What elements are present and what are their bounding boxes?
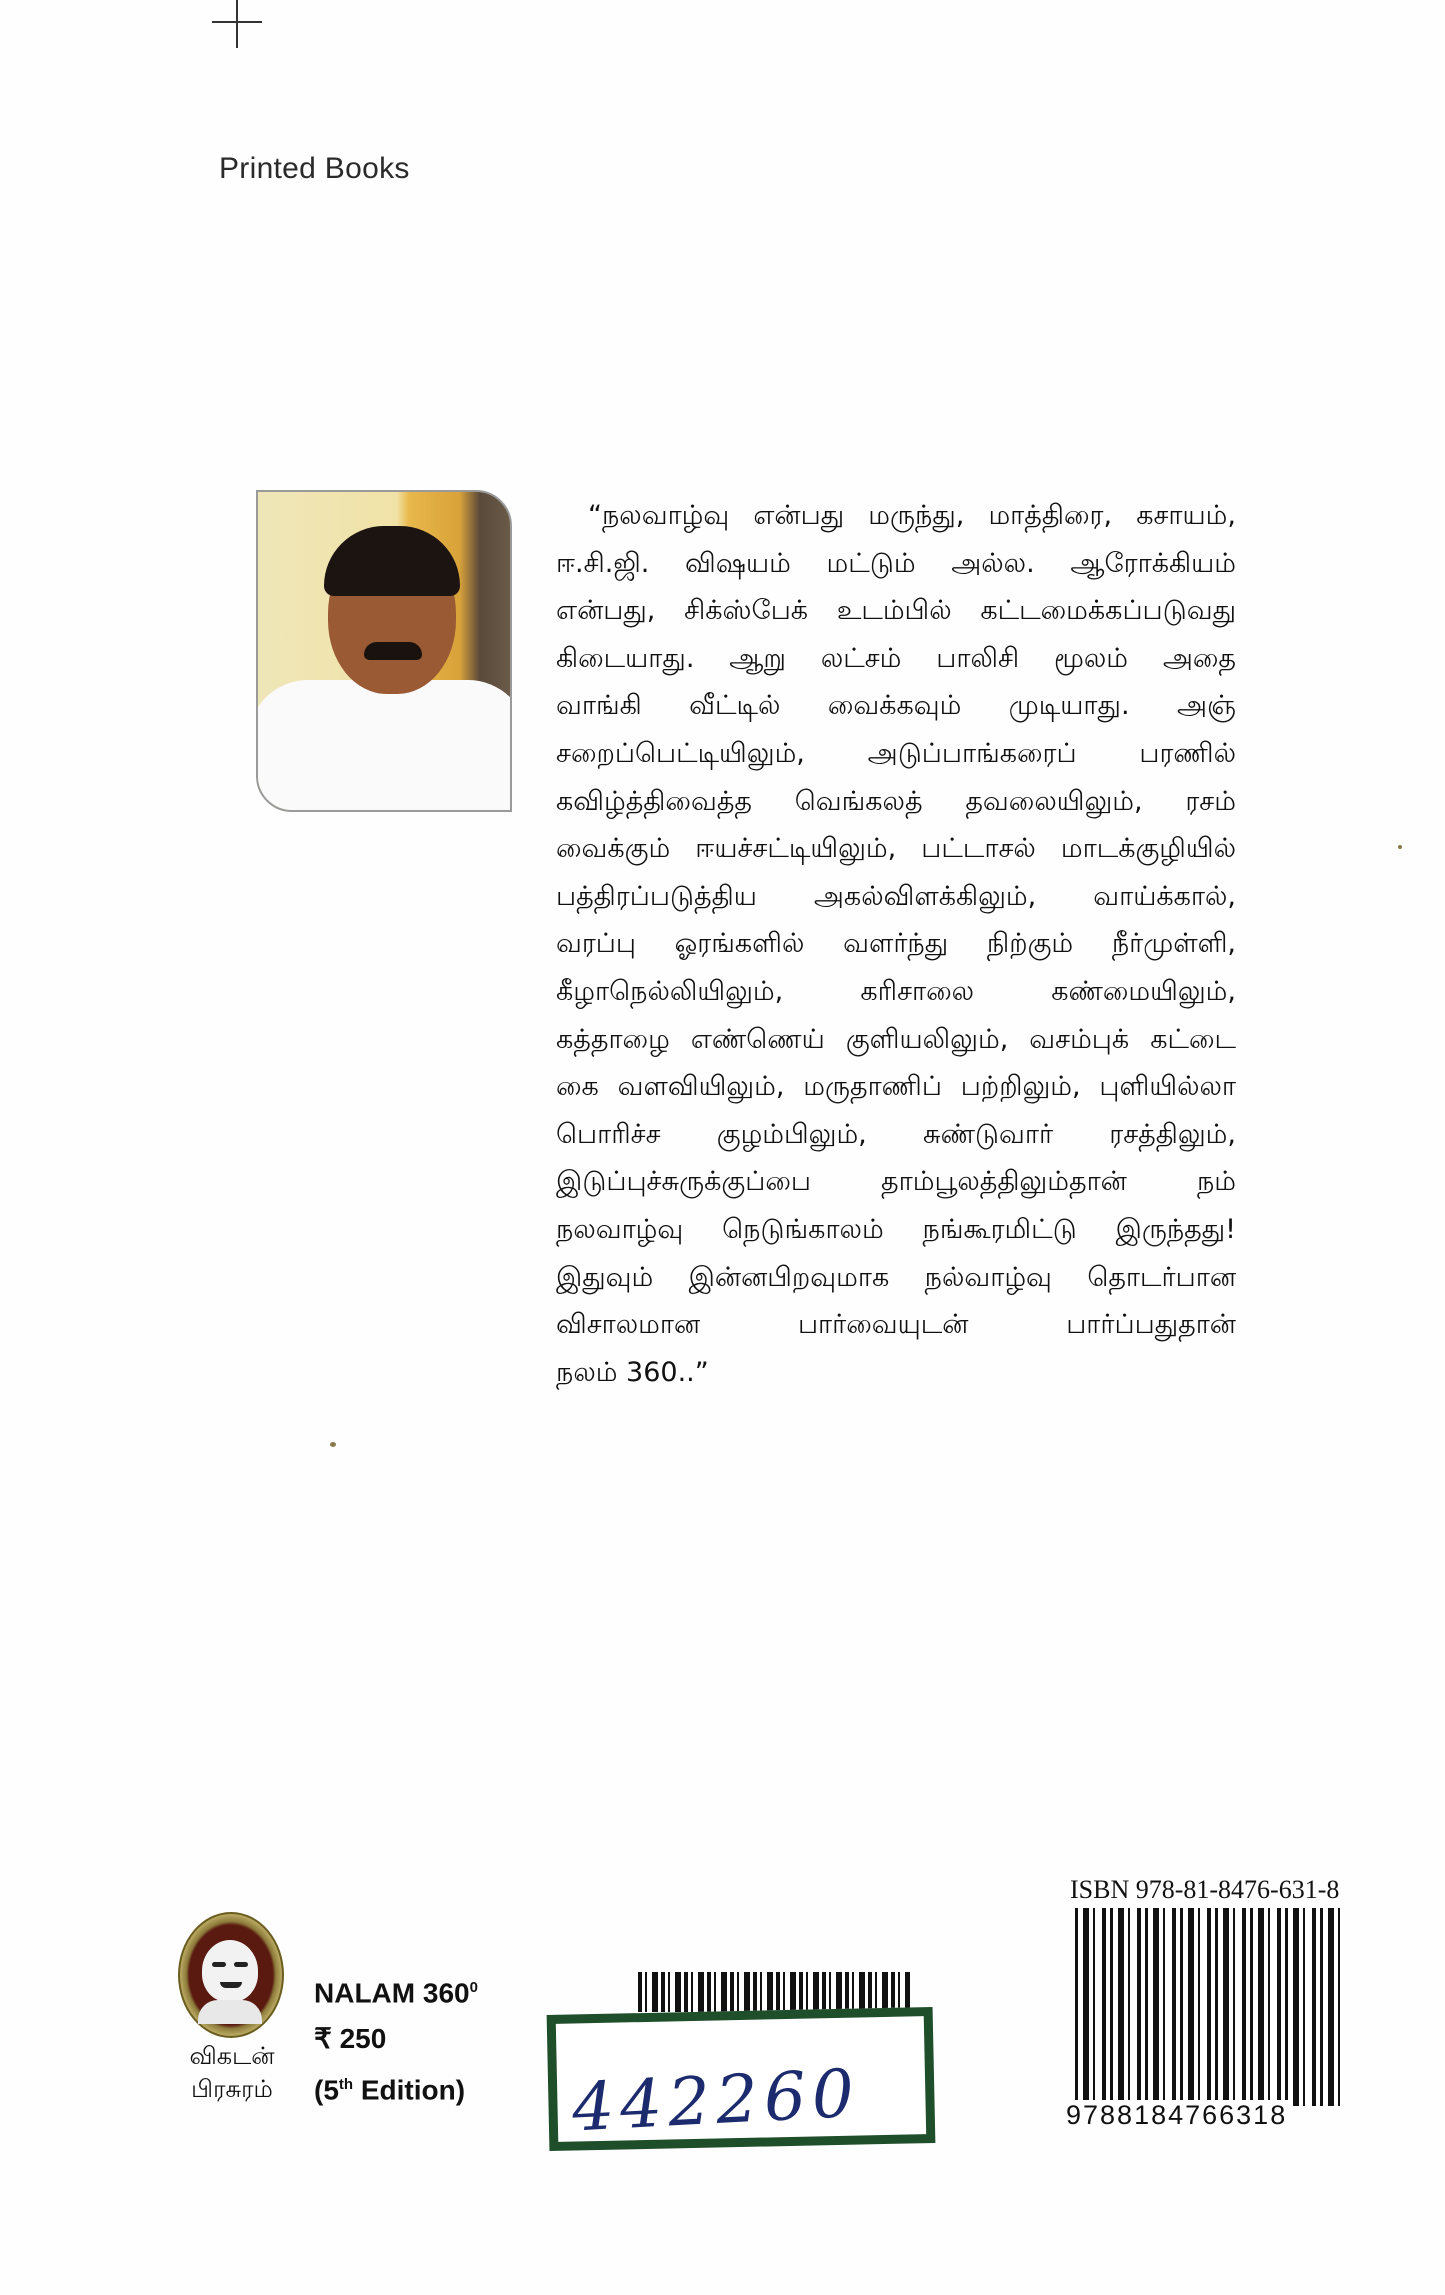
book-edition: (5th Edition)	[314, 2074, 466, 2106]
blurb-line: “நலவாழ்வு என்பது மருந்து, மாத்திரை, கசாயம்,	[588, 500, 1236, 531]
blurb-line: வாங்கி வீட்டில் வைக்கவும் முடியாது. அஞ்	[556, 690, 1236, 722]
isbn-barcode-digits: 9788184766318	[1066, 2100, 1288, 2130]
book-title: NALAM $360^0$	[314, 1977, 478, 2009]
blurb-line: பொரிச்ச குழம்பிலும், சுண்டுவார் ரசத்திலும்,	[556, 1118, 1236, 1150]
isbn-barcode	[1075, 1908, 1343, 2106]
blurb-line: வரப்பு ஓரங்களில் வளர்ந்து நிற்கும் நீர்முள்ளி,	[556, 928, 1236, 960]
blurb-line: வைக்கும் ஈயச்சட்டியிலும், பட்டாசல் மாடக்குழியில்	[556, 833, 1236, 865]
print-speck	[1398, 845, 1402, 849]
blurb-line: கவிழ்த்திவைத்த வெங்கலத் தவலையிலும், ரசம்	[556, 785, 1236, 817]
crop-mark-icon	[212, 0, 262, 48]
book-info	[314, 1965, 478, 2114]
blurb-line: இடுப்புச்சுருக்குப்பை தாம்பூலத்திலும்தான் நம்	[556, 1166, 1236, 1198]
author-photo	[256, 490, 512, 812]
blurb-line: விசாலமான பார்வையுடன் பார்ப்பதுதான்	[556, 1309, 1236, 1341]
blurb-line: நலவாழ்வு நெடுங்காலம் நங்கூரமிட்டு இருந்தது!	[556, 1213, 1236, 1245]
accession-number: 442260	[570, 2054, 862, 2147]
blurb-line: கீழாநெல்லியிலும், கரிசாலை கண்மையிலும்,	[556, 975, 1236, 1007]
isbn-label: ISBN 978-81-8476-631-8	[1070, 1875, 1340, 1904]
print-speck	[330, 1442, 336, 1447]
publisher-name-line2: பிரசுரம்	[191, 2075, 273, 2103]
blurb-line: கை வளவியிலும், மருதாணிப் பற்றிலும், புளியில்லா	[556, 1071, 1236, 1103]
blurb-line: பத்திரப்படுத்திய அகல்விளக்கிலும், வாய்க்கால்,	[556, 880, 1236, 912]
library-barcode	[638, 1972, 910, 2012]
blurb-line: கிடையாது. ஆறு லட்சம் பாலிசி மூலம் அதை	[556, 642, 1236, 674]
section-label: Printed Books	[219, 152, 410, 185]
publisher-logo-icon	[178, 1912, 284, 2038]
blurb-line: இதுவும் இன்னபிறவுமாக நல்வாழ்வு தொடர்பான	[556, 1261, 1236, 1293]
blurb-line: கத்தாழை எண்ணெய் குளியலிலும், வசம்புக் கட்டை	[556, 1023, 1236, 1055]
blurb-line: சறைப்பெட்டியிலும், அடுப்பாங்கரைப் பரணில்	[556, 737, 1236, 769]
blurb-text	[556, 492, 1236, 1396]
blurb-line: நலம் 360..”	[556, 1356, 709, 1388]
publisher-name-line1: விகடன்	[189, 2042, 275, 2070]
blurb-line: ஈ.சி.ஜி. விஷயம் மட்டும் அல்ல. ஆரோக்கியம்	[556, 547, 1236, 579]
blurb-line: என்பது, சிக்ஸ்பேக் உடம்பில் கட்டமைக்கப்படுவது	[556, 595, 1236, 627]
publisher-name	[172, 2040, 292, 2106]
book-price: ₹ 250	[314, 2023, 387, 2055]
